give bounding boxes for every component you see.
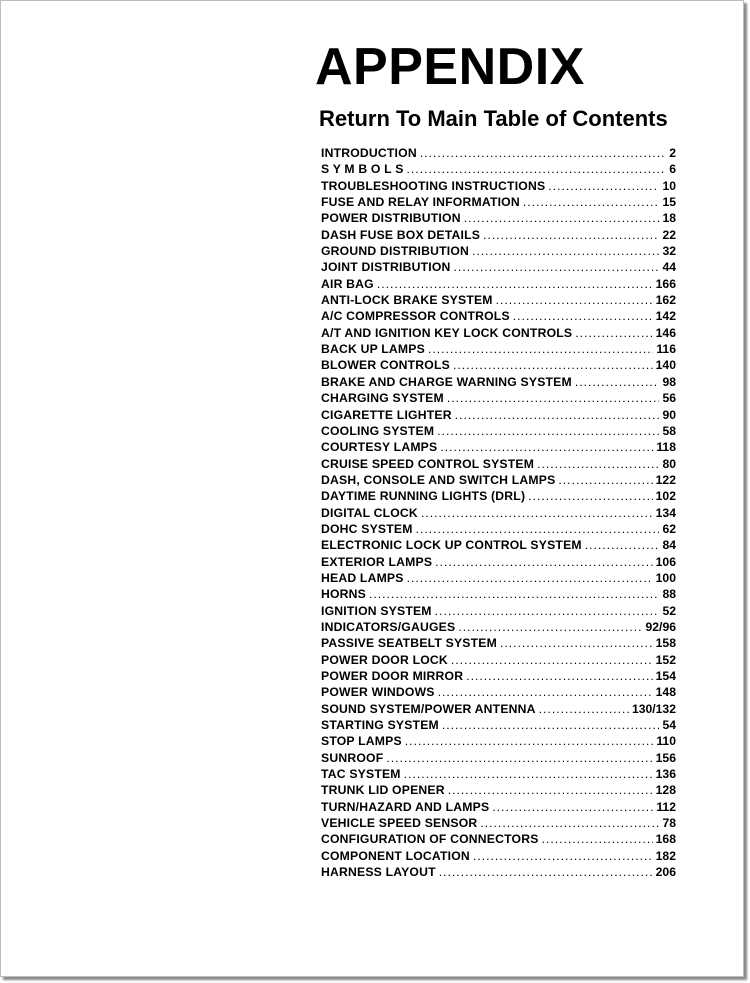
toc-entry[interactable] (321, 685, 676, 701)
toc-dot-leader (435, 604, 660, 618)
toc-entry-page: 78 (662, 816, 676, 831)
toc-entry[interactable] (321, 783, 676, 799)
toc-entry-page: 2 (669, 146, 676, 160)
toc-entry[interactable] (321, 293, 676, 309)
toc-entry-page: 142 (655, 309, 676, 324)
toc-entry-page: 52 (662, 603, 676, 618)
toc-dot-leader (405, 734, 654, 748)
table-of-contents (321, 146, 676, 881)
toc-entry-label: TRUNK LID OPENER (321, 783, 445, 798)
toc-dot-leader (404, 767, 653, 781)
toc-entry[interactable] (321, 669, 676, 685)
toc-entry-page: 58 (662, 423, 676, 438)
toc-dot-leader (369, 587, 659, 601)
toc-entry[interactable] (321, 702, 676, 718)
toc-entry-label: POWER DOOR LOCK (321, 652, 448, 667)
toc-dot-leader (575, 375, 660, 389)
toc-entry[interactable] (321, 751, 676, 767)
toc-entry-page: 54 (662, 718, 676, 733)
toc-entry-page: 6 (669, 162, 676, 177)
toc-dot-leader (472, 244, 659, 258)
toc-entry-label: INDICATORS/GAUGES (321, 619, 456, 634)
toc-dot-leader (451, 653, 653, 667)
toc-entry[interactable] (321, 408, 676, 424)
toc-entry-page: 146 (655, 325, 676, 340)
toc-dot-leader (407, 571, 653, 585)
toc-entry-page: 152 (655, 652, 676, 667)
toc-entry[interactable] (321, 620, 676, 636)
toc-entry-label: STOP LAMPS (321, 734, 402, 749)
toc-dot-leader (421, 506, 653, 520)
toc-entry[interactable] (321, 489, 676, 505)
toc-entry-page: 62 (662, 521, 676, 536)
toc-entry-label: DIGITAL CLOCK (321, 505, 418, 520)
toc-dot-leader (483, 228, 659, 242)
toc-dot-leader (473, 849, 653, 863)
toc-entry-page: 110 (656, 734, 676, 749)
toc-entry[interactable] (321, 767, 676, 783)
toc-entry-page: 118 (656, 440, 676, 455)
toc-entry[interactable] (321, 358, 676, 374)
toc-entry-label: POWER DISTRIBUTION (321, 211, 461, 226)
toc-dot-leader (500, 636, 653, 650)
toc-entry-label: ANTI-LOCK BRAKE SYSTEM (321, 293, 493, 308)
toc-dot-leader (539, 702, 629, 716)
toc-entry-label: HEAD LAMPS (321, 570, 404, 585)
toc-dot-leader (480, 816, 659, 830)
toc-dot-leader (585, 538, 660, 552)
toc-entry-page: 84 (662, 538, 676, 553)
toc-entry-page: 158 (655, 636, 676, 651)
toc-entry[interactable] (321, 391, 676, 407)
toc-entry-label: POWER DOOR MIRROR (321, 669, 464, 683)
toc-entry-label: BRAKE AND CHARGE WARNING SYSTEM (321, 374, 572, 389)
toc-dot-leader (416, 522, 660, 536)
toc-dot-leader (492, 800, 653, 814)
toc-entry-label: BLOWER CONTROLS (321, 358, 450, 373)
toc-dot-leader (542, 832, 653, 846)
toc-dot-leader (454, 260, 660, 274)
toc-entry[interactable] (321, 816, 676, 832)
toc-entry[interactable] (321, 718, 676, 734)
toc-entry-label: COURTESY LAMPS (321, 440, 438, 455)
toc-dot-leader (428, 342, 653, 356)
toc-entry-label: TAC SYSTEM (321, 767, 401, 782)
toc-dot-leader (496, 293, 653, 307)
toc-dot-leader (447, 391, 660, 405)
toc-entry[interactable] (321, 277, 676, 293)
toc-entry-page: 44 (662, 260, 676, 275)
toc-entry-page: 100 (655, 570, 676, 585)
toc-entry-label: DAYTIME RUNNING LIGHTS (DRL) (321, 489, 526, 504)
toc-entry-label: ELECTRONIC LOCK UP CONTROL SYSTEM (321, 538, 582, 553)
toc-entry[interactable] (321, 473, 676, 489)
toc-entry-page: 166 (655, 276, 676, 291)
toc-entry-page: 88 (662, 587, 676, 602)
toc-entry-label: A/C COMPRESSOR CONTROLS (321, 309, 510, 324)
toc-entry[interactable] (321, 326, 676, 342)
toc-entry[interactable] (321, 375, 676, 391)
toc-entry-page: 32 (662, 244, 676, 259)
toc-entry-label: COOLING SYSTEM (321, 423, 435, 438)
return-to-main-toc-link[interactable]: Return To Main Table of Contents (319, 106, 668, 131)
toc-entry-page: 130/132 (631, 701, 676, 716)
toc-entry-page: 140 (655, 358, 676, 373)
toc-dot-leader (437, 424, 659, 438)
toc-entry-label: SUNROOF (321, 750, 384, 765)
toc-dot-leader (440, 440, 653, 454)
toc-entry-page: 92/96 (645, 619, 676, 634)
toc-dot-leader (464, 211, 660, 225)
toc-entry-label: CIGARETTE LIGHTER (321, 407, 452, 422)
toc-entry-page: 122 (655, 472, 676, 487)
toc-entry[interactable] (321, 571, 676, 587)
toc-dot-leader (420, 146, 666, 160)
toc-entry[interactable] (321, 342, 676, 358)
toc-entry-label: DASH, CONSOLE AND SWITCH LAMPS (321, 472, 556, 487)
toc-entry-label: POWER WINDOWS (321, 685, 435, 700)
toc-entry-label: CRUISE SPEED CONTROL SYSTEM (321, 456, 535, 471)
toc-entry[interactable] (321, 587, 676, 603)
toc-entry-page: 98 (662, 374, 676, 389)
toc-dot-leader (528, 489, 652, 503)
toc-entry-label: IGNITION SYSTEM (321, 603, 432, 618)
toc-entry-page: 22 (662, 227, 676, 242)
toc-dot-leader (548, 179, 659, 193)
toc-entry-label: VEHICLE SPEED SENSOR (321, 816, 478, 831)
toc-entry-label: HORNS (321, 587, 367, 602)
toc-entry[interactable] (321, 800, 676, 816)
toc-entry-page: 134 (655, 505, 676, 520)
toc-entry-label: AIR BAG (321, 276, 374, 291)
toc-dot-leader (377, 277, 653, 291)
toc-entry[interactable] (321, 146, 676, 162)
toc-entry[interactable] (321, 538, 676, 554)
toc-entry-page: 10 (662, 178, 676, 193)
toc-entry[interactable] (321, 832, 676, 848)
toc-dot-leader (442, 718, 660, 732)
toc-entry-page: 148 (655, 685, 676, 700)
toc-entry-page: 156 (655, 750, 676, 765)
toc-entry[interactable] (321, 555, 676, 571)
toc-entry-page: 90 (662, 407, 676, 422)
toc-entry-label: COMPONENT LOCATION (321, 848, 470, 863)
toc-entry[interactable] (321, 309, 676, 325)
toc-dot-leader (435, 555, 653, 569)
toc-entry-page: 154 (655, 669, 676, 683)
toc-entry-page: 112 (656, 799, 676, 814)
toc-entry-page: 106 (655, 554, 676, 569)
toc-dot-leader (466, 669, 652, 683)
toc-dot-leader (453, 358, 653, 372)
toc-entry-label: HARNESS LAYOUT (321, 865, 436, 880)
toc-dot-leader (513, 309, 653, 323)
toc-dot-leader (455, 408, 660, 422)
toc-entry-page: 206 (655, 865, 676, 880)
toc-entry-label: CHARGING SYSTEM (321, 391, 444, 406)
toc-dot-leader (438, 685, 653, 699)
toc-entry-page: 18 (662, 211, 676, 226)
page-title: APPENDIX (315, 38, 585, 96)
toc-entry-label: JOINT DISTRIBUTION (321, 260, 451, 275)
toc-entry[interactable] (321, 506, 676, 522)
toc-dot-leader (458, 620, 642, 634)
toc-entry-page: 102 (655, 489, 676, 504)
toc-dot-leader (448, 783, 653, 797)
toc-entry-page: 182 (655, 848, 676, 863)
toc-entry[interactable] (321, 440, 676, 456)
toc-entry[interactable] (321, 228, 676, 244)
toc-entry[interactable] (321, 179, 676, 195)
toc-entry[interactable] (321, 604, 676, 620)
toc-entry[interactable] (321, 865, 676, 881)
toc-entry[interactable] (321, 734, 676, 750)
toc-entry-label: S Y M B O L S (321, 162, 404, 177)
toc-entry-label: FUSE AND RELAY INFORMATION (321, 195, 520, 210)
toc-entry[interactable] (321, 424, 676, 440)
toc-entry-label: TURN/HAZARD AND LAMPS (321, 799, 490, 814)
toc-dot-leader (439, 865, 653, 879)
toc-entry-page: 116 (656, 342, 676, 357)
toc-entry-page: 15 (662, 195, 676, 210)
toc-entry-label: STARTING SYSTEM (321, 718, 439, 733)
toc-dot-leader (537, 457, 659, 471)
toc-entry-page: 168 (655, 832, 676, 847)
toc-entry[interactable] (321, 195, 676, 211)
toc-entry-page: 128 (655, 783, 676, 798)
toc-entry-label: TROUBLESHOOTING INSTRUCTIONS (321, 178, 546, 193)
toc-entry-label: BACK UP LAMPS (321, 342, 425, 357)
toc-entry[interactable] (321, 244, 676, 260)
toc-entry-page: 56 (662, 391, 676, 406)
toc-dot-leader (558, 473, 652, 487)
toc-entry-label: DOHC SYSTEM (321, 521, 413, 536)
toc-entry[interactable] (321, 457, 676, 473)
toc-entry[interactable] (321, 162, 676, 178)
toc-dot-leader (386, 751, 652, 765)
toc-entry-label: DASH FUSE BOX DETAILS (321, 227, 481, 242)
toc-entry[interactable] (321, 211, 676, 227)
toc-entry-label: SOUND SYSTEM/POWER ANTENNA (321, 701, 536, 716)
toc-dot-leader (575, 326, 652, 340)
toc-entry[interactable] (321, 849, 676, 865)
toc-entry-label: EXTERIOR LAMPS (321, 554, 433, 569)
toc-dot-leader (523, 195, 660, 209)
toc-entry[interactable] (321, 260, 676, 276)
toc-entry[interactable] (321, 636, 676, 652)
toc-entry-label: INTRODUCTION (321, 146, 417, 160)
toc-entry[interactable] (321, 522, 676, 538)
toc-dot-leader (407, 162, 667, 176)
toc-entry[interactable] (321, 653, 676, 669)
toc-entry-label: CONFIGURATION OF CONNECTORS (321, 832, 539, 847)
toc-entry-page: 162 (655, 293, 676, 308)
toc-entry-label: A/T AND IGNITION KEY LOCK CONTROLS (321, 325, 573, 340)
toc-entry-page: 136 (655, 767, 676, 782)
toc-entry-label: PASSIVE SEATBELT SYSTEM (321, 636, 497, 651)
toc-entry-label: GROUND DISTRIBUTION (321, 244, 470, 259)
toc-entry-page: 80 (662, 456, 676, 471)
